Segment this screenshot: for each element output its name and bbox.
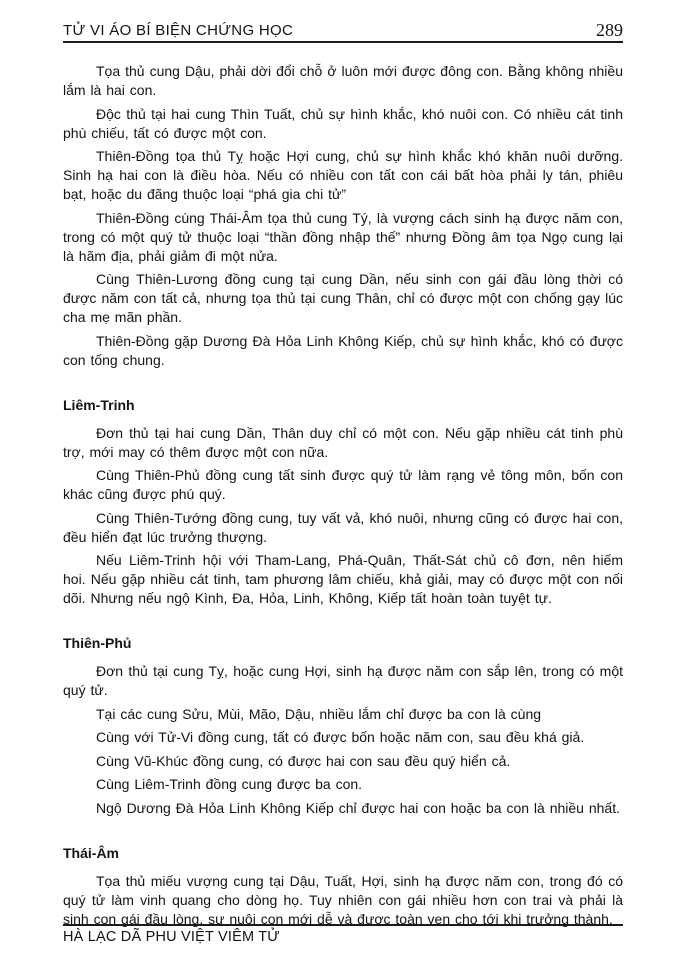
paragraph: Cùng với Tử-Vi đồng cung, tất có được bốn hoặc năm con, sau đều khá giả. xyxy=(96,729,585,745)
section-heading: Liêm-Trinh xyxy=(63,396,135,413)
section-thai-am xyxy=(63,844,623,929)
paragraph: Cùng Thiên-Tướng đồng cung, tuy vất vả, khó nuôi, nhưng cũng có được hai con, đều hiển đạt lúc trưởng thượng. xyxy=(63,509,623,545)
paragraph: Đơn thủ tại cung Tỵ, hoặc cung Hợi, sinh hạ được năm con sắp lên, trong có một quý tử. xyxy=(63,663,623,698)
running-title: TỬ VI ÁO BÍ BIỆN CHỨNG HỌC xyxy=(63,22,294,39)
paragraph: Tọa thủ miếu vượng cung tại Dậu, Tuất, Hợi, sinh hạ được năm con, trong đó có quý tử làm vinh quang cho dòng họ. Tuy nhiên con gái nhiều hơn con trai và phải là sinh con gái đầu lòng, sự nuôi con mới dễ và được toàn vẹn cho tới khi trưởng thành. xyxy=(63,872,623,927)
paragraph: Đơn thủ tại hai cung Dần, Thân duy chỉ có một con. Nếu gặp nhiều cát tinh phù trợ, mới may có thêm được một con nữa. xyxy=(63,424,623,460)
paragraph: Tọa thủ cung Dậu, phải dời đổi chỗ ở luôn mới được đông con. Bằng không nhiều lắm là hai con. xyxy=(63,63,623,98)
section-heading: Thái-Âm xyxy=(63,844,119,861)
paragraph: Thiên-Đồng cùng Thái-Âm tọa thủ cung Tý, là vượng cách sinh hạ được năm con, trong có một quý tử thuộc loại “thần đồng nhập thế” nhưng Đồng âm tọa Ngọ cung lại là hãm địa, phải giảm đi một nửa. xyxy=(63,209,623,264)
footer-text: HÀ LẠC DÃ PHU VIỆT VIÊM TỬ xyxy=(63,929,280,945)
paragraph: Thiên-Đồng gặp Dương Đà Hỏa Linh Không Kiếp, chủ sự hình khắc, khó có được con tống chung. xyxy=(63,332,623,368)
paragraph: Tại các cung Sửu, Mùi, Mão, Dậu, nhiều lắm chỉ được ba con là cùng xyxy=(96,705,542,722)
section-liem-trinh xyxy=(63,396,623,609)
paragraph: Thiên-Đồng tọa thủ Tỵ hoặc Hợi cung, chủ sự hình khắc khó khăn nuôi dưỡng. Sinh hạ hai con là điều hòa. Nếu có nhiều con tất con cái bất hòa phải ly tán, phiêu bạt, hoặc du đãng thuộc loại “phá gia chi tử” xyxy=(63,148,623,202)
paragraph: Cùng Liêm-Trinh đồng cung được ba con. xyxy=(96,776,363,792)
paragraph: Nếu Liêm-Trinh hội với Tham-Lang, Phá-Quân, Thất-Sát chủ cô đơn, nên hiếm hoi. Nếu gặp nhiều cát tinh, tam phương lâm chiếu, khả giải, may có được một con nối dõi. Nhưng nếu ngộ Kình, Đa, Hỏa, Linh, Không, Kiếp tất hoàn toàn tuyệt tự. xyxy=(63,552,623,606)
page-header xyxy=(63,0,623,43)
paragraph: Cùng Thiên-Lương đồng cung tại cung Dần, nếu sinh con gái đầu lòng thời có được năm con tất cả, nhưng tọa thủ tại cung Thân, chỉ có được một con chống gạy lúc cha mẹ mãn phần. xyxy=(63,271,623,325)
page-content xyxy=(63,43,623,929)
paragraph: Cùng Thiên-Phủ đồng cung tất sinh được quý tử làm rạng vẻ tông môn, bốn con khác cũng được phú quý. xyxy=(63,467,623,502)
paragraph: Ngộ Dương Đà Hỏa Linh Không Kiếp chỉ được hai con hoặc ba con là nhiều nhất. xyxy=(96,799,620,816)
paragraph: Cùng Vũ-Khúc đồng cung, có được hai con sau đều quý hiển cả. xyxy=(96,752,511,769)
section-thien-phu xyxy=(63,634,623,818)
page-number: 289 xyxy=(596,20,623,40)
page-footer xyxy=(63,924,623,945)
paragraph: Độc thủ tại hai cung Thìn Tuất, chủ sự hình khắc, khó nuôi con. Có nhiều cát tinh phù chiếu, tất có được một con. xyxy=(63,105,623,141)
section-thien-dong xyxy=(63,62,623,370)
section-heading: Thiên-Phủ xyxy=(63,635,132,651)
